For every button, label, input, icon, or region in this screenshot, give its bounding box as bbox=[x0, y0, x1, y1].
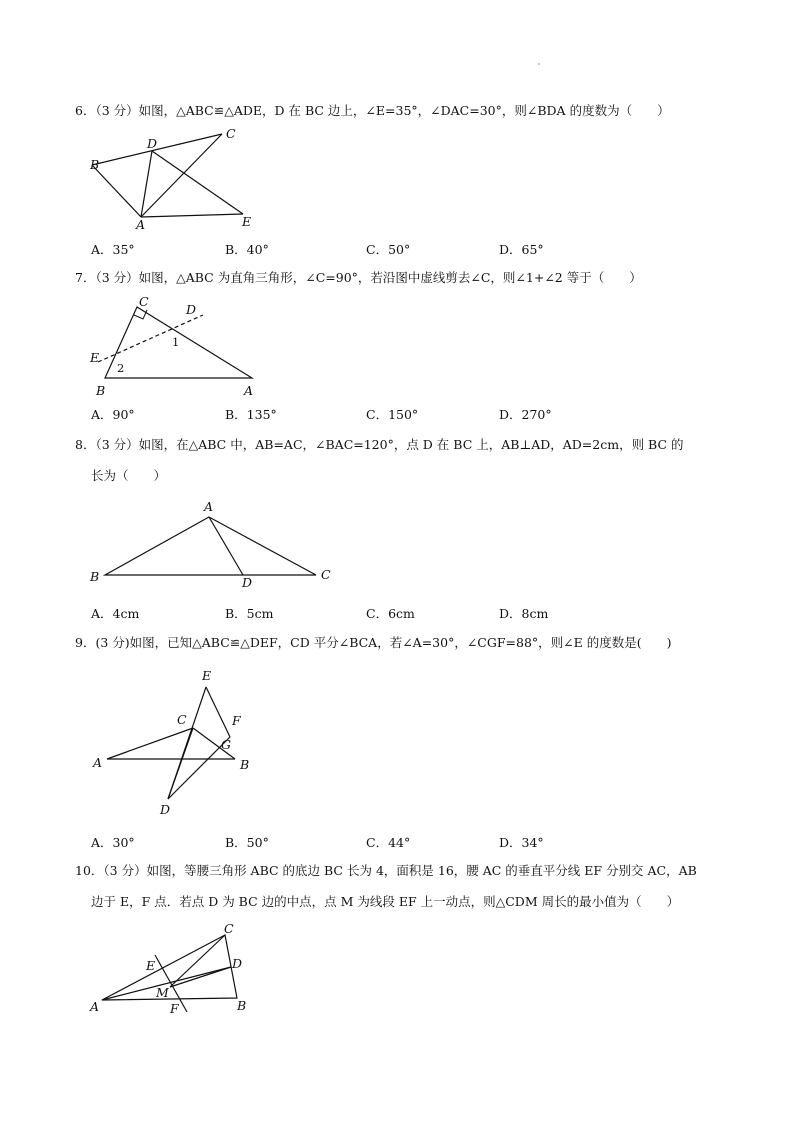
option-c[interactable]: C．50° bbox=[366, 242, 411, 257]
label-A: A bbox=[136, 217, 146, 232]
option-a[interactable]: A．35° bbox=[91, 242, 135, 257]
label-A: A bbox=[244, 383, 254, 398]
question-8-figure bbox=[85, 495, 345, 595]
label-E: E bbox=[90, 350, 100, 365]
question-7-stem: 7．（3 分）如图，△ABC 为直角三角形，∠C=90°，若沿图中虚线剪去∠C，则∠1+∠2 等于（ ） bbox=[75, 270, 642, 285]
label-D: D bbox=[186, 302, 197, 317]
label-D: D bbox=[242, 575, 253, 590]
question-6-figure bbox=[85, 122, 255, 234]
option-b[interactable]: B．50° bbox=[225, 835, 269, 850]
label-A: A bbox=[93, 755, 103, 770]
option-c[interactable]: C．6cm bbox=[366, 606, 415, 621]
option-c[interactable]: C．150° bbox=[366, 407, 419, 422]
question-9-options bbox=[91, 833, 691, 851]
label-F: F bbox=[232, 713, 241, 728]
label-F: F bbox=[170, 1001, 179, 1016]
scan-speck bbox=[538, 63, 540, 65]
question-8-options bbox=[91, 604, 691, 622]
option-d[interactable]: D．65° bbox=[499, 242, 544, 257]
option-a[interactable]: A．4cm bbox=[91, 606, 140, 621]
option-d[interactable]: D．8cm bbox=[499, 606, 549, 621]
label-B: B bbox=[90, 157, 100, 172]
label-D: D bbox=[160, 802, 171, 817]
question-6 bbox=[75, 103, 725, 119]
option-d[interactable]: D．34° bbox=[499, 835, 544, 850]
question-8 bbox=[75, 437, 725, 484]
label-B: B bbox=[240, 757, 250, 772]
option-b[interactable]: B．135° bbox=[225, 407, 277, 422]
question-7 bbox=[75, 270, 725, 286]
label-B: B bbox=[90, 569, 100, 584]
label-C: C bbox=[139, 294, 149, 309]
label-C: C bbox=[177, 712, 187, 727]
question-10-figure bbox=[85, 920, 260, 1020]
question-7-options bbox=[91, 405, 691, 423]
option-b[interactable]: B．40° bbox=[225, 242, 269, 257]
question-10-stem-cont: 边于 E，F 点．若点 D 为 BC 边的中点，点 M 为线段 EF 上一动点，则△CDM 周长的最小值为（ ） bbox=[91, 894, 680, 909]
label-G: G bbox=[221, 737, 231, 752]
option-d[interactable]: D．270° bbox=[499, 407, 552, 422]
label-M: M bbox=[156, 985, 169, 1000]
label-E: E bbox=[242, 214, 252, 229]
question-6-options bbox=[91, 240, 691, 258]
question-10-stem: 10．（3 分）如图，等腰三角形 ABC 的底边 BC 长为 4，面积是 16，腰 AC 的垂直平分线 EF 分别交 AC，AB bbox=[75, 863, 697, 878]
label-A: A bbox=[204, 499, 214, 514]
label-E: E bbox=[202, 668, 212, 683]
label-A: A bbox=[90, 999, 100, 1014]
question-10 bbox=[75, 863, 725, 910]
label-C: C bbox=[321, 567, 331, 582]
label-C: C bbox=[226, 126, 236, 141]
label-D: D bbox=[232, 956, 243, 971]
question-9 bbox=[75, 635, 725, 651]
angle-2-label: 2 bbox=[117, 361, 125, 375]
label-E: E bbox=[146, 958, 156, 973]
question-9-figure bbox=[85, 665, 270, 820]
option-b[interactable]: B．5cm bbox=[225, 606, 274, 621]
label-D: D bbox=[147, 136, 158, 151]
option-c[interactable]: C．44° bbox=[366, 835, 411, 850]
label-B: B bbox=[96, 383, 106, 398]
question-9-stem: 9．(3 分)如图，已知△ABC≌△DEF，CD 平分∠BCA，若∠A=30°，∠CGF=88°，则∠E 的度数是( ) bbox=[75, 635, 672, 650]
question-7-figure bbox=[85, 290, 260, 402]
question-8-stem-cont: 长为（ ） bbox=[91, 468, 167, 483]
angle-1-label: 1 bbox=[172, 335, 180, 349]
label-B: B bbox=[237, 998, 247, 1013]
option-a[interactable]: A．30° bbox=[91, 835, 135, 850]
option-a[interactable]: A．90° bbox=[91, 407, 135, 422]
question-8-stem: 8．（3 分）如图，在△ABC 中，AB=AC，∠BAC=120°，点 D 在 BC 上，AB⊥AD，AD=2cm，则 BC 的 bbox=[75, 437, 684, 452]
label-C: C bbox=[224, 921, 234, 936]
question-6-stem: 6．（3 分）如图，△ABC≌△ADE，D 在 BC 边上，∠E=35°，∠DAC=30°，则∠BDA 的度数为（ ） bbox=[75, 103, 670, 118]
